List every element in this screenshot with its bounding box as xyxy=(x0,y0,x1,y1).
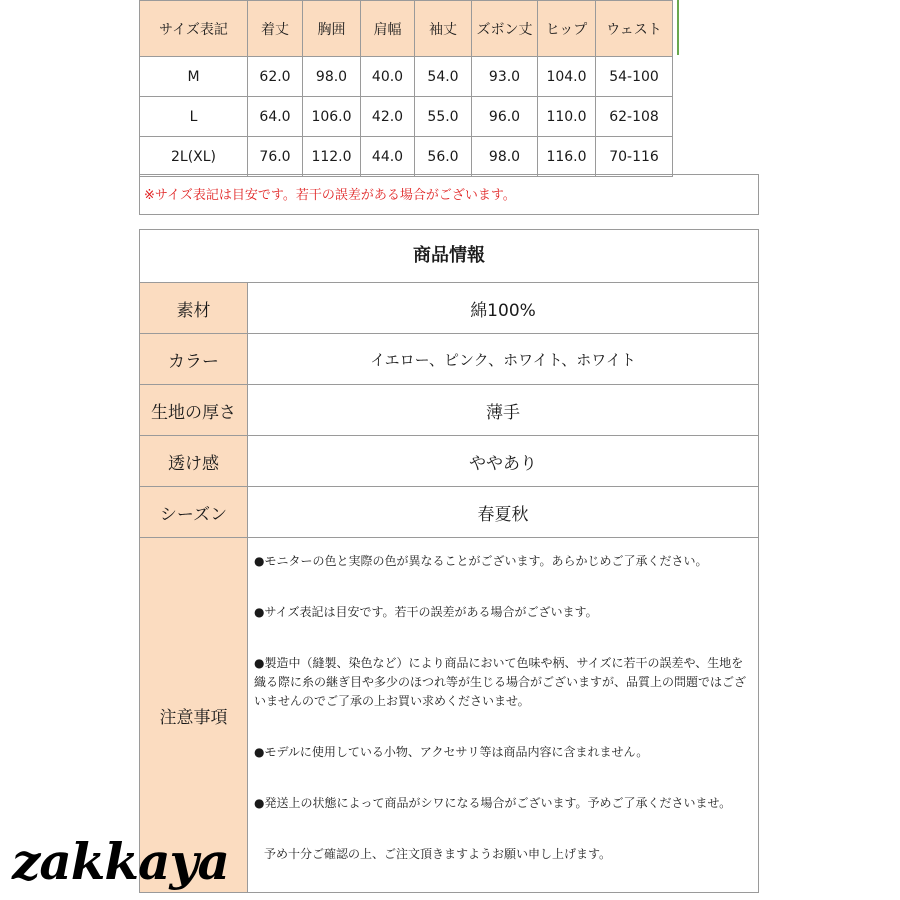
value-cell: 55.0 xyxy=(415,97,472,137)
info-value: 春夏秋 xyxy=(477,504,529,525)
size-note: ※サイズ表記は目安です。若干の誤差がある場合がございます。 xyxy=(139,174,759,215)
value-cell: 62.0 xyxy=(248,57,303,97)
value-cell: 40.0 xyxy=(361,57,415,97)
value-cell: 98.0 xyxy=(472,137,538,177)
info-value: ややあり xyxy=(469,453,537,474)
table-row xyxy=(140,97,673,137)
info-value: 綿100% xyxy=(470,300,536,321)
info-row-color xyxy=(140,334,758,385)
list-item: ●発送上の状態によって商品がシワになる場合がございます。予めご了承くださいませ。 xyxy=(254,796,732,810)
header-cell: ヒップ xyxy=(538,1,596,57)
info-value: 薄手 xyxy=(486,402,520,423)
product-info-table xyxy=(139,229,759,893)
header-cell: ズボン丈 xyxy=(472,1,538,57)
size-table-header xyxy=(140,1,673,57)
value-cell: 98.0 xyxy=(303,57,361,97)
info-row-sheerness xyxy=(140,436,758,487)
list-item: ●モデルに使用している小物、アクセサリ等は商品内容に含まれません。 xyxy=(254,745,649,759)
header-cell: サイズ表記 xyxy=(140,1,248,57)
value-cell: 64.0 xyxy=(248,97,303,137)
size-table xyxy=(139,0,673,177)
table-row xyxy=(140,137,673,177)
header-cell: 肩幅 xyxy=(361,1,415,57)
value-cell: 106.0 xyxy=(303,97,361,137)
value-cell: 112.0 xyxy=(303,137,361,177)
notes-label: 注意事項 xyxy=(140,538,248,892)
value-cell: 110.0 xyxy=(538,97,596,137)
value-cell: 54.0 xyxy=(415,57,472,97)
list-item: ●製造中（縫製、染色など）により商品において色味や柄、サイズに若干の誤差や、生地を織る際に糸の継ぎ目や多少のほつれ等が生じる場合がございますが、品質上の問題ではございませんのでご了承の上お買い求めくださいませ。 xyxy=(254,656,747,708)
info-row-material xyxy=(140,283,758,334)
info-label: 透け感 xyxy=(140,436,248,486)
value-cell: 54-100 xyxy=(596,57,673,97)
list-item: ●サイズ表記は目安です。若干の誤差がある場合がございます。 xyxy=(254,605,598,619)
value-cell: 42.0 xyxy=(361,97,415,137)
value-cell: 70-116 xyxy=(596,137,673,177)
info-row-season xyxy=(140,487,758,538)
table-row xyxy=(140,57,673,97)
list-item: 予め十分ご確認の上、ご注文頂きますようお願い申し上げます。 xyxy=(264,847,612,861)
product-info-title: 商品情報 xyxy=(140,230,758,283)
info-value: イエロー、ピンク、ホワイト、ホワイト xyxy=(370,350,636,369)
size-cell: 2L(XL) xyxy=(140,137,248,177)
header-cell: 着丈 xyxy=(248,1,303,57)
header-cell: ウェスト xyxy=(596,1,673,57)
header-cell: 胸囲 xyxy=(303,1,361,57)
list-item: ●モニターの色と実際の色が異なることがございます。あらかじめご了承ください。 xyxy=(254,554,708,568)
size-cell: L xyxy=(140,97,248,137)
info-label: 素材 xyxy=(140,283,248,333)
header-cell: 袖丈 xyxy=(415,1,472,57)
value-cell: 116.0 xyxy=(538,137,596,177)
value-cell: 96.0 xyxy=(472,97,538,137)
info-label: シーズン xyxy=(140,487,248,537)
size-cell: M xyxy=(140,57,248,97)
value-cell: 44.0 xyxy=(361,137,415,177)
zakkaya-logo: zakkaya xyxy=(12,832,229,891)
value-cell: 56.0 xyxy=(415,137,472,177)
info-label: 生地の厚さ xyxy=(140,385,248,435)
info-row-thickness xyxy=(140,385,758,436)
value-cell: 62-108 xyxy=(596,97,673,137)
info-label: カラー xyxy=(140,334,248,384)
table-edge-divider xyxy=(677,0,679,55)
value-cell: 93.0 xyxy=(472,57,538,97)
notes-list xyxy=(248,538,758,892)
value-cell: 76.0 xyxy=(248,137,303,177)
value-cell: 104.0 xyxy=(538,57,596,97)
info-row-notes xyxy=(140,538,758,892)
